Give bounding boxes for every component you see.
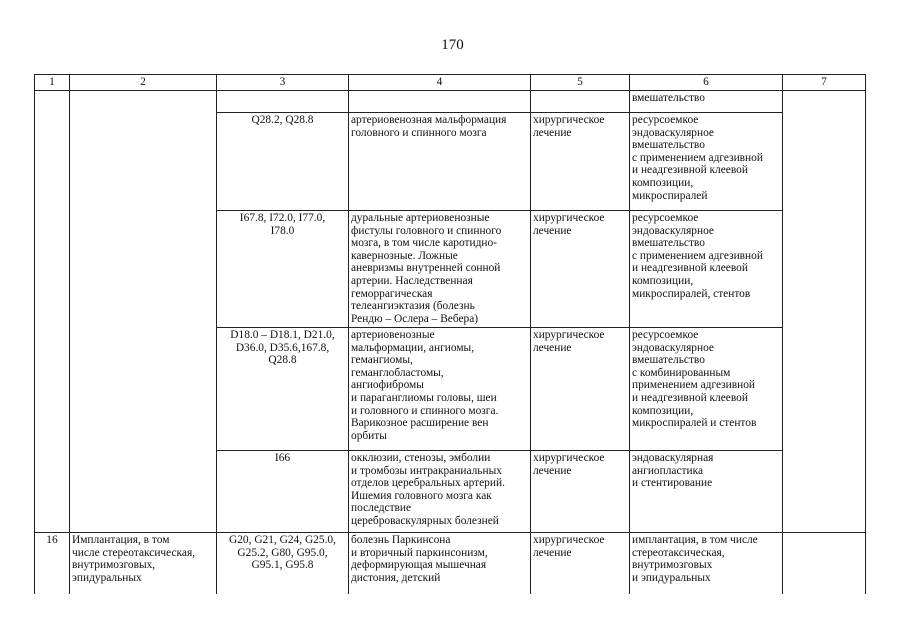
codes-cell [217, 328, 349, 451]
treatment-text: хирургическое лечение [533, 534, 605, 559]
method-cell [630, 533, 783, 595]
treatment-text: хирургическое лечение [533, 452, 605, 477]
method-cell [630, 451, 783, 533]
procedure-group-text: Имплантация, в том числе стереотаксическая, внутримозговых, эпидуральных [72, 534, 196, 584]
treatment-cell [531, 328, 630, 451]
table-row [35, 91, 866, 113]
diagnosis-text: артериовенозные мальформации, ангиомы, гемангиомы, геманглобластомы, ангиофибромы и параганглиомы головы, шеи и головного и спинного мозга. Варикозное расширение вен орбиты [351, 329, 499, 442]
codes-text: I67.8, I72.0, I77.0, I78.0 [239, 212, 326, 237]
column-number-header-row [35, 75, 866, 91]
cost-cell [783, 533, 866, 595]
header-col-5: 5 [531, 75, 630, 91]
header-col-1: 1 [35, 75, 70, 91]
diagnosis-cell [349, 533, 531, 595]
treatment-text: хирургическое лечение [533, 329, 605, 354]
treatment-cell [531, 113, 630, 211]
method-text: имплантация, в том числе стереотаксическая, внутримозговых и эпидуральных [632, 534, 758, 584]
treatment-text: хирургическое лечение [533, 114, 605, 139]
diagnosis-cell [349, 451, 531, 533]
method-cell [630, 91, 783, 113]
header-col-3: 3 [217, 75, 349, 91]
cost-cell [783, 91, 866, 533]
treatment-cell [531, 211, 630, 328]
method-text: ресурсоемкое эндоваскулярное вмешательство с комбинированным применением адгезивной и неадгезивной клеевой композиции, микроспиралей и стентов [632, 329, 757, 430]
page-number: 170 [441, 37, 464, 53]
method-cell [630, 113, 783, 211]
codes-cell [217, 211, 349, 328]
row-number-cell: 16 [35, 533, 70, 595]
diagnosis-cell [349, 113, 531, 211]
header-col-2: 2 [70, 75, 217, 91]
procedure-group-cell [70, 91, 217, 533]
header-col-6: 6 [630, 75, 783, 91]
diagnosis-cell [349, 328, 531, 451]
codes-text: Q28.2, Q28.8 [251, 114, 314, 126]
method-cell [630, 211, 783, 328]
treatment-cell [531, 451, 630, 533]
header-col-7: 7 [783, 75, 866, 91]
codes-cell [217, 533, 349, 595]
table-row [35, 533, 866, 595]
method-text: вмешательство [632, 92, 705, 104]
codes-text: D18.0 – D18.1, D21.0, D36.0, D35.6,167.8, Q28.8 [230, 329, 335, 367]
treatment-cell [531, 91, 630, 113]
diagnosis-text: дуральные артериовенозные фистулы головного и спинного мозга, в том числе каротидно- кавернозные. Ложные аневризмы внутренней сонной артерии. Наследственная геморрагическая телеангиэктазия (болезнь Рендю – Ослера – Вебера) [351, 212, 502, 325]
method-cell [630, 328, 783, 451]
diagnosis-text: окклюзии, стенозы, эмболии и тромбозы интракраниальных отделов церебральных артерий. Ишемия головного мозга как последствие цереброваскулярных болезней [351, 452, 505, 527]
diagnosis-text: артериовенозная мальформация головного и спинного мозга [351, 114, 507, 139]
method-text: ресурсоемкое эндоваскулярное вмешательство с применением адгезивной и неадгезивной клеевой композиции, микроспиралей [632, 114, 763, 202]
method-text: ресурсоемкое эндоваскулярное вмешательство с применением адгезивной и неадгезивной клеевой композиции, микроспиралей, стентов [632, 212, 763, 300]
treatment-cell [531, 533, 630, 595]
procedure-group-cell [70, 533, 217, 595]
diagnosis-cell [349, 91, 531, 113]
diagnosis-cell [349, 211, 531, 328]
codes-cell [217, 113, 349, 211]
treatment-text: хирургическое лечение [533, 212, 605, 237]
codes-cell [217, 91, 349, 113]
codes-text: I66 [274, 452, 291, 464]
codes-text: G20, G21, G24, G25.0, G25.2, G80, G95.0, G95.1, G95.8 [229, 534, 336, 572]
codes-cell [217, 451, 349, 533]
row-number-cell [35, 91, 70, 533]
medical-care-table [34, 74, 866, 594]
diagnosis-text: болезнь Паркинсона и вторичный паркинсонизм, деформирующая мышечная дистония, детский [351, 534, 488, 584]
header-col-4: 4 [349, 75, 531, 91]
method-text: эндоваскулярная ангиопластика и стентирование [632, 452, 714, 490]
